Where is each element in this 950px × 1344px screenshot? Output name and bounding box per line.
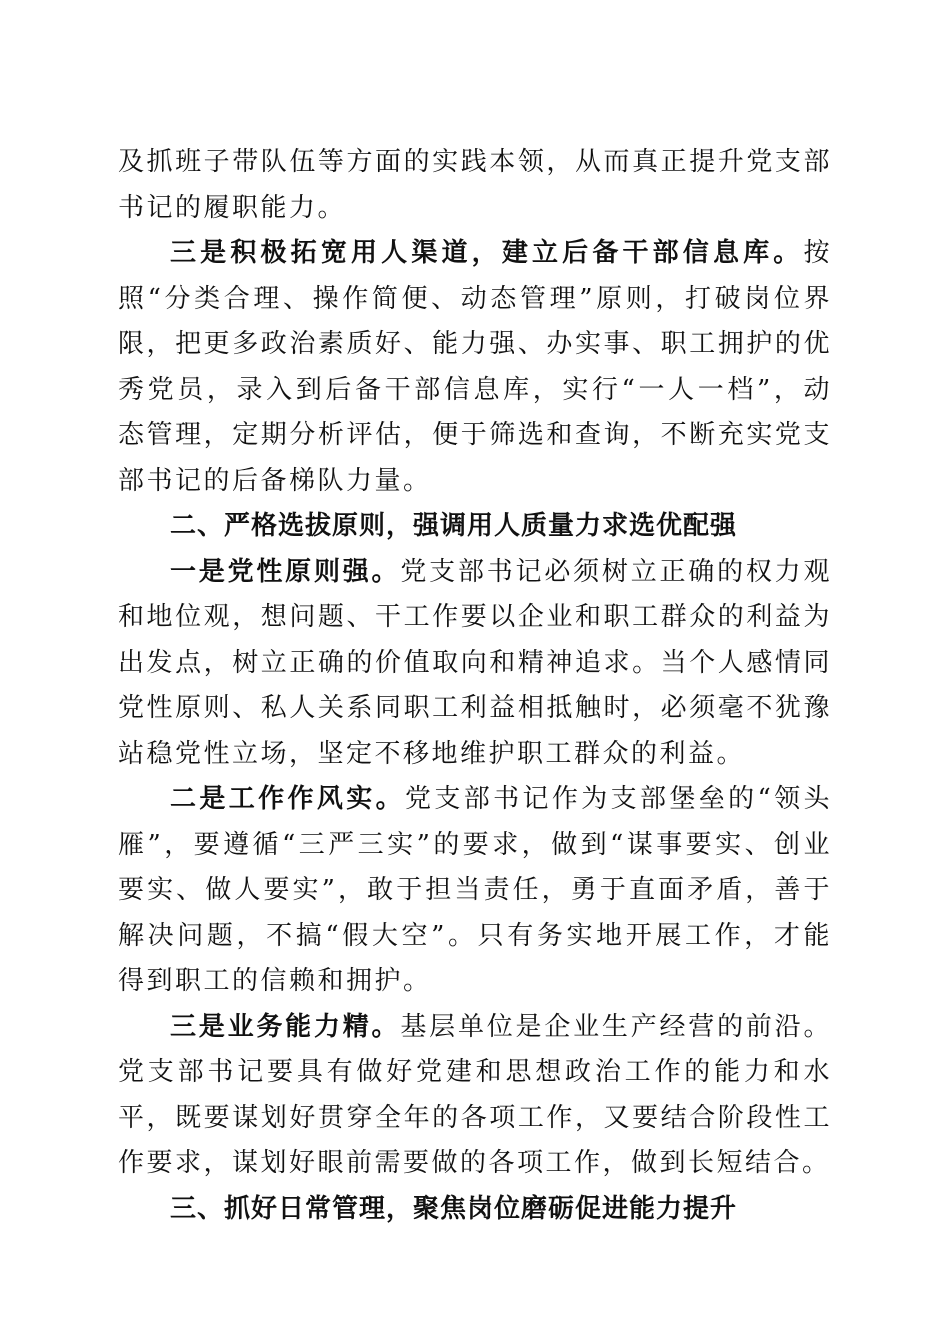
- section-heading-2: 二、严格选拔原则，强调用人质量力求选优配强: [170, 511, 738, 541]
- paragraph-point-work-style: [118, 777, 832, 1005]
- paragraph-point-talent-pool: [118, 231, 832, 504]
- paragraph-text: 党支部书记必须树立正确的权力观和地位观，想问题、干工作要以企业和职工群众的利益为出发点，树立正确的价值取向和精神追求。当个人感情同党性原则、私人关系同职工利益相抵触时，必须毫不犹豫站稳党性立场，坚定不移地维护职工群众的利益。: [118, 556, 832, 769]
- paragraph-lead: 三是积极拓宽用人渠道，建立后备干部信息库。: [170, 238, 804, 268]
- paragraph-lead: 三是业务能力精。: [170, 1011, 401, 1042]
- paragraph-text: 党支部书记作为支部堡垒的“领头雁”，要遵循“三严三实”的要求，做到“谋事要实、创业要实、做人要实”，敢于担当责任，勇于直面矛盾，善于解决问题，不搞“假大空”。只有务实地开展工作，才能得到职工的信赖和拥护。: [118, 784, 832, 996]
- paragraph-lead: 二是工作作风实。: [170, 784, 405, 814]
- paragraph-text: 按照“分类合理、操作简便、动态管理”原则，打破岗位界限，把更多政治素质好、能力强、办实事、职工拥护的优秀党员，录入到后备干部信息库，实行“一人一档”，动态管理，定期分析评估，便于筛选和查询，不断充实党支部书记的后备梯队力量。: [118, 238, 832, 496]
- paragraph-point-business-ability: [118, 1005, 832, 1187]
- paragraph-continuation: [118, 140, 832, 231]
- section-heading-3: 三、抓好日常管理，聚焦岗位磨砺促进能力提升: [170, 1193, 738, 1224]
- paragraph-text: 基层单位是企业生产经营的前沿。党支部书记要具有做好党建和思想政治工作的能力和水平，既要谋划好贯穿全年的各项工作，又要结合阶段性工作要求，谋划好眼前需要做的各项工作，做到长短结合。: [118, 1011, 832, 1178]
- document-body: [118, 140, 832, 1232]
- paragraph-point-party-principle: [118, 550, 832, 778]
- paragraph-text: 及抓班子带队伍等方面的实践本领，从而真正提升党支部书记的履职能力。: [118, 147, 832, 223]
- paragraph-lead: 一是党性原则强。: [170, 556, 401, 587]
